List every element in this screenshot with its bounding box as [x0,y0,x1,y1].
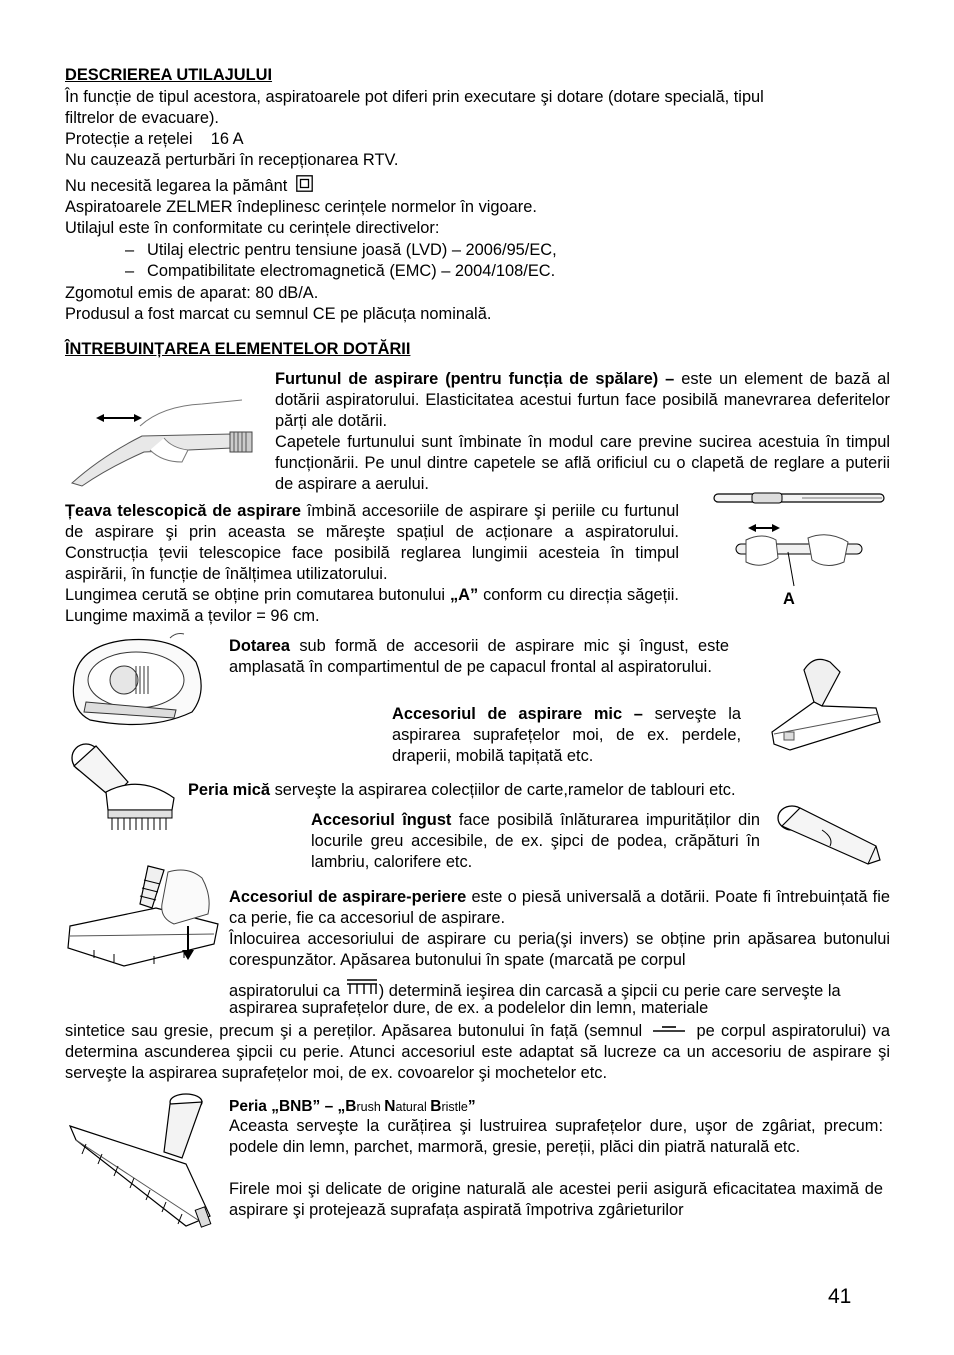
hose-paragraph [275,369,890,432]
bnb-brush-illustration [66,1092,216,1234]
text-line: În funcție de tipul acestora, aspiratoarele pot diferi prin executare şi dotare (dotare specială, tipul [65,88,764,106]
bullet-marker: – [125,241,135,259]
page-number: 41 [828,1285,852,1308]
combo-paragraph [229,887,890,929]
combo-text-5a: sintetice sau gresie, precum şi a pereților. Apăsarea butonului în față (semnul [65,1022,649,1040]
small-nozzle-title: Accesoriul de aspirare mic – [392,705,643,723]
combo-line-4: aspirarea suprafețelor dure, de ex. a podelelor din lemn, materiale [229,999,709,1017]
small-brush-title: Peria mică [188,781,271,799]
tube-paragraph-2 [65,585,679,627]
small-brush-text: serveşte la aspirarea colecțiilor de carte,ramelor de tablouri etc. [270,781,736,799]
bnb-paragraph: Aceasta serveşte la curățirea şi lustruirea suprafețelor dure, uşor de zgâriat, precum: podele din lemn, parchet, marmoră, gresie, pereții, plăci din piatră naturală etc. [229,1117,883,1156]
bullet-item [125,240,557,261]
hose-text: este un element de bază al dotării aspiratorului. Elasticitatea acestui furtun face posibilă manevrarea deferitelor părți ale dotării. [275,370,890,430]
combo-paragraph-2: Înlocuirea accesoriului de aspirare cu peria(şi invers) se obține prin apăsarea butonului corespunzător. Apăsarea butonului în spate (marcată pe corpul [229,930,890,969]
bnb-title-end: ” [467,1098,476,1115]
bullet-item [125,261,555,282]
combo-title: Accesoriul de aspirare-periere [229,888,467,906]
hose-title: Furtunul de aspirare (pentru funcția de spălare) – [275,370,675,388]
hose-illustration [62,388,258,488]
tube-title: Țeava telescopică de aspirare [65,502,302,520]
crevice-nozzle-illustration [772,800,884,872]
bnb-title-r2: atural [395,1100,431,1114]
bnb-title-r1: rush [356,1100,385,1114]
combo-paragraph-5 [65,1019,890,1084]
upholstery-nozzle-illustration [770,652,884,756]
combo-text: este o piesă universală a dotării. Poate fi întrebuințată fie ca perie, fie ca accesoriul de aspirare. [229,888,890,927]
bnb-title-r3: ristle [441,1100,468,1114]
dusting-brush-illustration [66,738,186,832]
bnb-title-n: N [384,1098,396,1115]
text-line: Zgomotul emis de aparat: 80 dB/A. [65,284,319,302]
tube-adjust-illustration [732,518,868,588]
bnb-title-b2: B [430,1098,442,1115]
brush-in-symbol-icon [652,1019,686,1040]
small-nozzle-text: serveşte la aspirarea suprafețelor moi, de ex. perdele, draperii, mobilă tapițată etc. [392,705,741,765]
telescopic-tube-illustration [712,488,888,508]
hose-paragraph-2: Capetele furtunului sunt îmbinate în modul care previne sucirea acestuia în timpul funcționării. Pe unul dintre capetele se află orificiul cu o clapetă de reglare a puterii de aspirare a aerului. [275,433,890,493]
section-heading-accessories: ÎNTREBUINȚAREA ELEMENTELOR DOTĂRII [65,340,411,358]
text-line-ground-label: Nu necesită legarea la pământ [65,177,288,195]
storage-compartment-illustration [66,632,208,728]
text-line: Nu cauzează perturbări în recepționarea RTV. [65,151,399,169]
crevice-paragraph [311,810,760,873]
tube-text-2b: conform cu direcția săgeții. Lungime maximă a țevilor = 96 cm. [65,586,679,625]
text-line-ground [65,175,313,198]
double-insulation-icon [296,175,313,198]
tube-figure-label: A [783,590,795,608]
text-line: Aspiratoarele ZELMER îndeplinesc cerințele normelor în vigoare. [65,198,537,216]
combination-floor-tool-illustration [64,862,220,970]
bnb-paragraph-2: Firele moi şi delicate de origine naturală ale acestei perii asigură eficacitatea maximă de aspirare şi protejează suprafața aspirată împotriva zgârieturilor [229,1180,883,1219]
text-line: Produsul a fost marcat cu semnul CE pe plăcuța nominală. [65,305,492,323]
tube-text: îmbină accesoriile de aspirare şi periile cu furtunul de aspirare şi prin aceasta se măreşte spațiul de acționare a aspiratorului. Construcția țevii telescopice face posibilă reglarea lungimii acesteia în timpul aspirării, în funcție de înălțimea utilizatorului. [65,502,679,583]
combo-text-3b: ) determină ieşirea din carcasă a şipcii cu perie care serveşte la [378,982,841,1000]
bnb-title-a: Peria „BNB” – „ [229,1098,346,1115]
equipment-text: sub formă de accesorii de aspirare mic şi îngust, este amplasată în compartimentul de pe capacul frontal al aspiratorului. [229,637,729,676]
bullet-text: Compatibilitate electromagnetică (EMC) – 2004/108/EC. [147,262,556,280]
equipment-title: Dotarea [229,637,291,655]
tube-paragraph [65,501,679,585]
text-line: filtrelor de evacuare). [65,109,219,127]
section-heading-description: DESCRIEREA UTILAJULUI [65,66,273,84]
combo-text-3a: aspiratorului ca [229,982,345,1000]
bullet-text: Utilaj electric pentru tensiune joasă (LVD) – 2006/95/EC, [147,241,557,259]
tube-text-2a: Lungimea cerută se obține prin comutarea butonului [65,586,450,604]
tube-button-label: „A” [449,586,479,604]
small-nozzle-paragraph [392,704,741,767]
small-brush-paragraph [188,780,736,801]
equipment-paragraph [229,636,729,678]
text-line: Protecție a rețelei 16 A [65,130,244,148]
text-line: Utilajul este în conformitate cu cerințele directivelor: [65,219,440,237]
crevice-title: Accesoriul îngust [311,811,452,829]
bnb-title [229,1096,476,1118]
combo-text-5b: pe corpul aspiratorului) va determina ascunderea şipcii cu perie. Atunci accesoriul este adaptat să lucreze ca un accesoriu de aspirare şi serveşte la aspirarea suprafețelor moi, de ex. covoarelor şi mochetelor etc. [65,1022,890,1082]
bnb-title-b1: B [345,1098,357,1115]
bullet-marker: – [125,262,135,280]
crevice-text: face posibilă înlăturarea impurităților din locurile greu accesibile, de ex. şipci de podea, crăpături în lambriu, calorifere etc. [311,811,761,871]
